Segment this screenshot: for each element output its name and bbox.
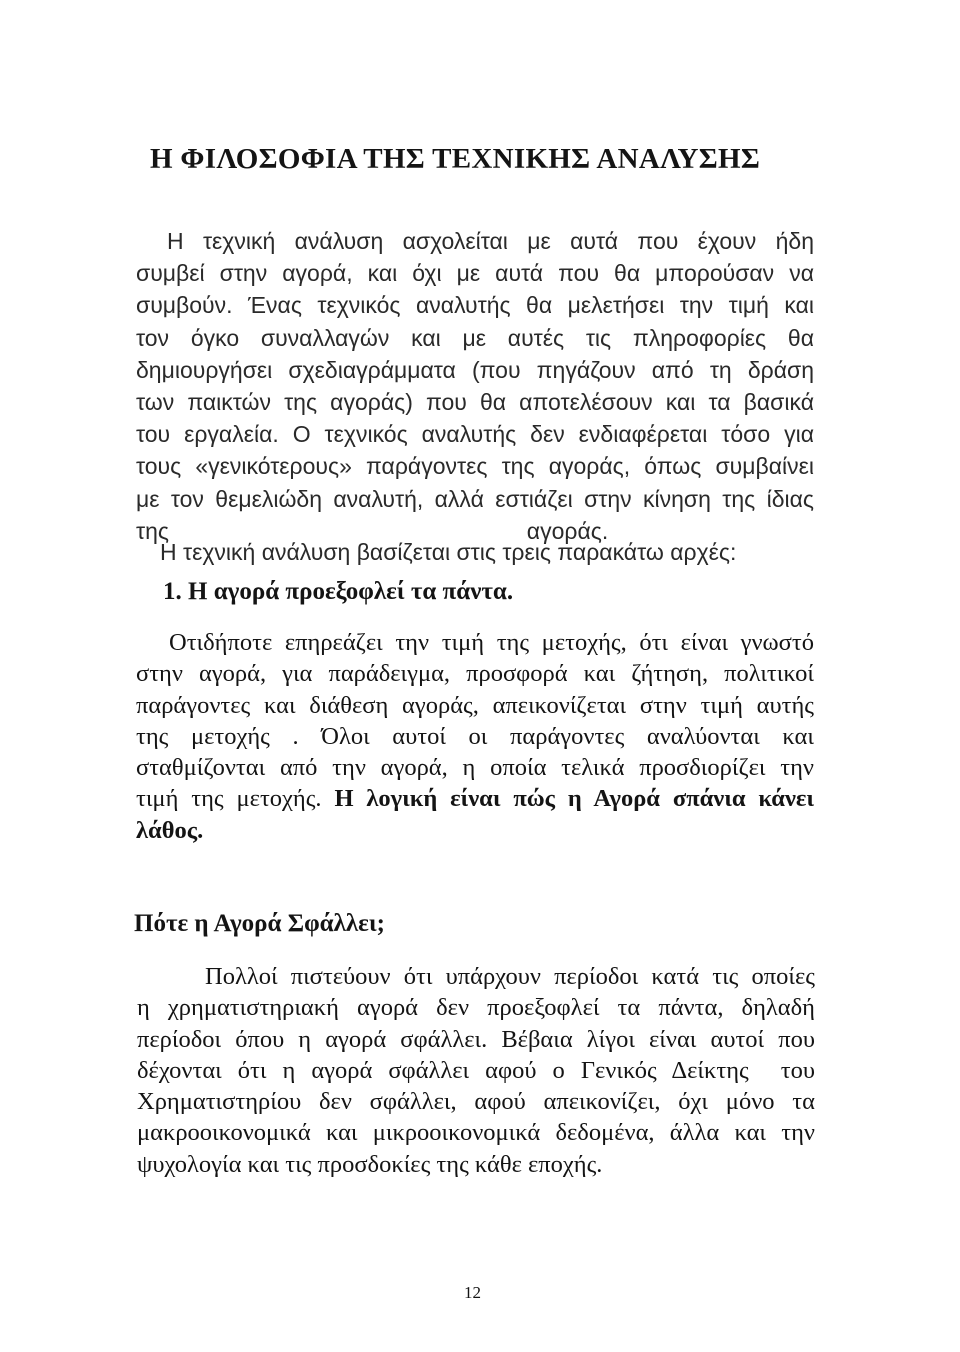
- text-line: της μετοχής . Όλοι αυτοί οι παράγοντες αναλύονται και: [136, 722, 814, 750]
- text-line: των παικτών της αγοράς) που θα αποτελέσουν και τα βασικά: [136, 389, 814, 416]
- page-title: Η ΦΙΛΟΣΟΦΙΑ ΤΗΣ ΤΕΧΝΙΚΗΣ ΑΝΑΛΥΣΗΣ: [150, 143, 761, 175]
- text-line: Η τεχνική ανάλυση βασίζεται στις τρεις παρακάτω αρχές:: [160, 539, 737, 565]
- page-number: 12: [464, 1283, 481, 1302]
- text-line: περίοδοι όπου η αγορά σφάλλει. Βέβαια λίγοι είναι αυτοί που: [137, 1025, 815, 1053]
- text-line: Η τεχνική ανάλυση ασχολείται με αυτά που έχουν ήδη: [167, 228, 814, 254]
- text-line: [136, 783, 814, 814]
- section-subheading: Πότε η Αγορά Σφάλλει;: [134, 910, 385, 937]
- text-line: της αγοράς.: [136, 517, 609, 544]
- text-line: σταθμίζονται από την αγορά, η οποία τελικά προσδιορίζει την: [136, 754, 814, 782]
- text-line: παράγοντες και διάθεση αγοράς, απεικονίζεται στην τιμή αυτής: [136, 691, 814, 719]
- emphasis-text: λάθος.: [136, 816, 204, 844]
- intro-paragraph: [136, 225, 814, 547]
- text-line: Οτιδήποτε επηρεάζει την τιμή της μετοχής, ότι είναι γνωστό: [169, 629, 814, 656]
- text-line: η χρηματιστηριακή αγορά δεν προεξοφλεί τα πάντα, δηλαδή: [137, 994, 815, 1022]
- text-line: Χρηματιστηρίου δεν σφάλλει, αφού απεικονίζει, όχι μόνο τα: [137, 1088, 815, 1116]
- text-line: συμβούν. Ένας τεχνικός αναλυτής θα μελετήσει την τιμή και: [136, 292, 814, 319]
- text-line: τους «γενικότερους» παράγοντες της αγοράς, όπως συμβαίνει: [136, 453, 814, 480]
- text-line: με τον θεμελιώδη αναλυτή, αλλά εστιάζει στην κίνηση της ίδιας: [136, 485, 814, 512]
- text-line: Πολλοί πιστεύουν ότι υπάρχουν περίοδοι κατά τις οποίες: [205, 963, 815, 990]
- text-line: [136, 815, 814, 846]
- text-line: δημιουργήσει σχεδιαγράμματα (που πηγάζουν από τη δράση: [136, 356, 814, 383]
- text-line: δέχονται ότι η αγορά σφάλλει αφού ο Γενικός Δείκτης του: [137, 1056, 815, 1084]
- text-line: μακροοικονομικά και μικροοικονομικά δεδομένα, άλλα και την: [137, 1119, 815, 1147]
- text-line: τον όγκο συναλλαγών και με αυτές τις πληροφορίες θα: [136, 324, 814, 351]
- principle-paragraph: [136, 627, 814, 846]
- principles-intro: [160, 536, 860, 568]
- text-line: του εργαλεία. Ο τεχνικός αναλυτής δεν ενδιαφέρεται τόσο για: [136, 421, 814, 448]
- text-line: ψυχολογία και τις προσδοκίες της κάθε εποχής.: [137, 1150, 603, 1178]
- emphasis-text: Η λογική είναι πώς η Αγορά σπάνια κάνει: [334, 785, 814, 813]
- text-line: στην αγορά, για παράδειγμα, προσφορά και ζήτηση, πολιτικοί: [136, 660, 814, 688]
- section-paragraph: [137, 961, 815, 1180]
- principle-heading: 1. Η αγορά προεξοφλεί τα πάντα.: [163, 578, 514, 605]
- text-line: συμβεί στην αγορά, και όχι με αυτά που θα μπορούσαν να: [136, 260, 814, 287]
- text-fragment: τιμή της μετοχής.: [136, 785, 335, 813]
